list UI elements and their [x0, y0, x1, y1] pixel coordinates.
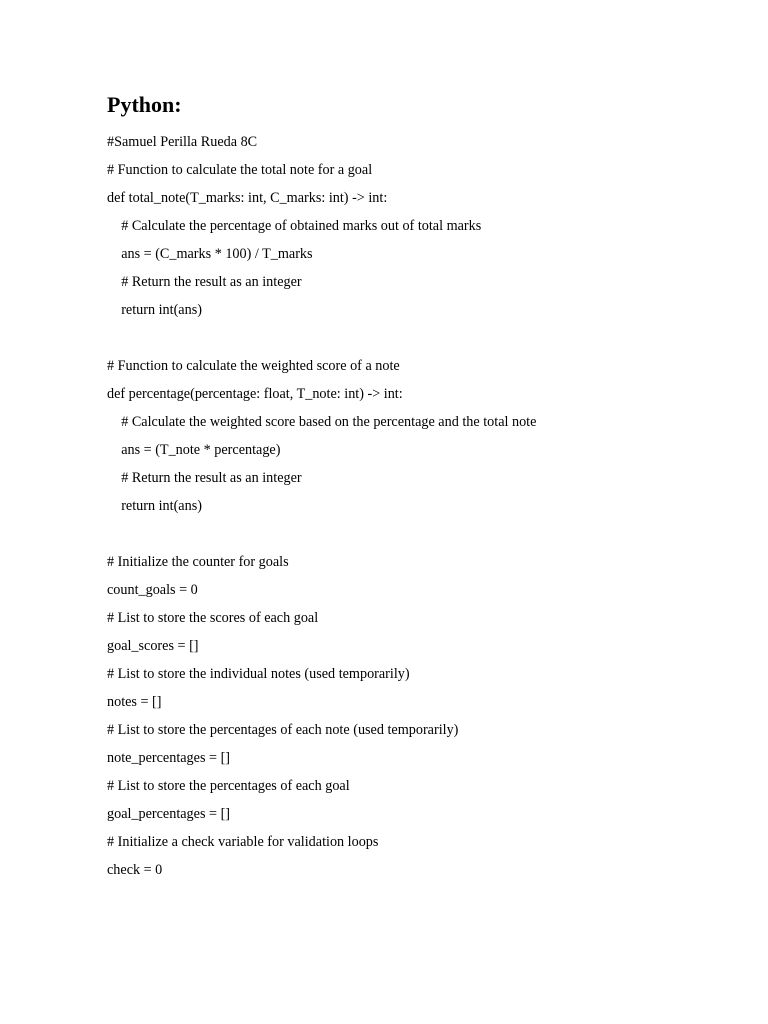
blank-line: [107, 324, 747, 352]
code-line: ans = (T_note * percentage): [107, 442, 281, 458]
code-line: def percentage(percentage: float, T_note: int) -> int:: [107, 386, 403, 402]
code-line: notes = []: [107, 694, 162, 710]
code-line: goal_percentages = []: [107, 806, 231, 822]
code-line: # List to store the individual notes (used temporarily): [107, 666, 410, 682]
page-heading: Python:: [107, 92, 182, 117]
code-line: # Return the result as an integer: [107, 470, 302, 486]
code-line: note_percentages = []: [107, 750, 231, 766]
code-line: def total_note(T_marks: int, C_marks: int) -> int:: [107, 190, 388, 206]
code-line: goal_scores = []: [107, 638, 199, 654]
code-line: # Initialize a check variable for validation loops: [107, 834, 379, 850]
blank-line: [107, 520, 747, 548]
code-line: check = 0: [107, 862, 163, 878]
code-line: #Samuel Perilla Rueda 8C: [107, 134, 258, 150]
code-line: # Function to calculate the total note for a goal: [107, 162, 373, 178]
code-line: # List to store the scores of each goal: [107, 610, 319, 626]
code-line: # Return the result as an integer: [107, 274, 302, 290]
code-listing: [107, 128, 747, 884]
code-line: count_goals = 0: [107, 582, 198, 598]
code-line: # List to store the percentages of each goal: [107, 778, 350, 794]
code-line: # Initialize the counter for goals: [107, 554, 289, 570]
code-line: # List to store the percentages of each note (used temporarily): [107, 722, 459, 738]
code-line: # Function to calculate the weighted score of a note: [107, 358, 400, 374]
code-line: # Calculate the weighted score based on the percentage and the total note: [107, 414, 537, 430]
code-line: ans = (C_marks * 100) / T_marks: [107, 246, 313, 262]
code-line: return int(ans): [107, 302, 202, 318]
code-line: # Calculate the percentage of obtained marks out of total marks: [107, 218, 482, 234]
code-line: return int(ans): [107, 498, 202, 514]
